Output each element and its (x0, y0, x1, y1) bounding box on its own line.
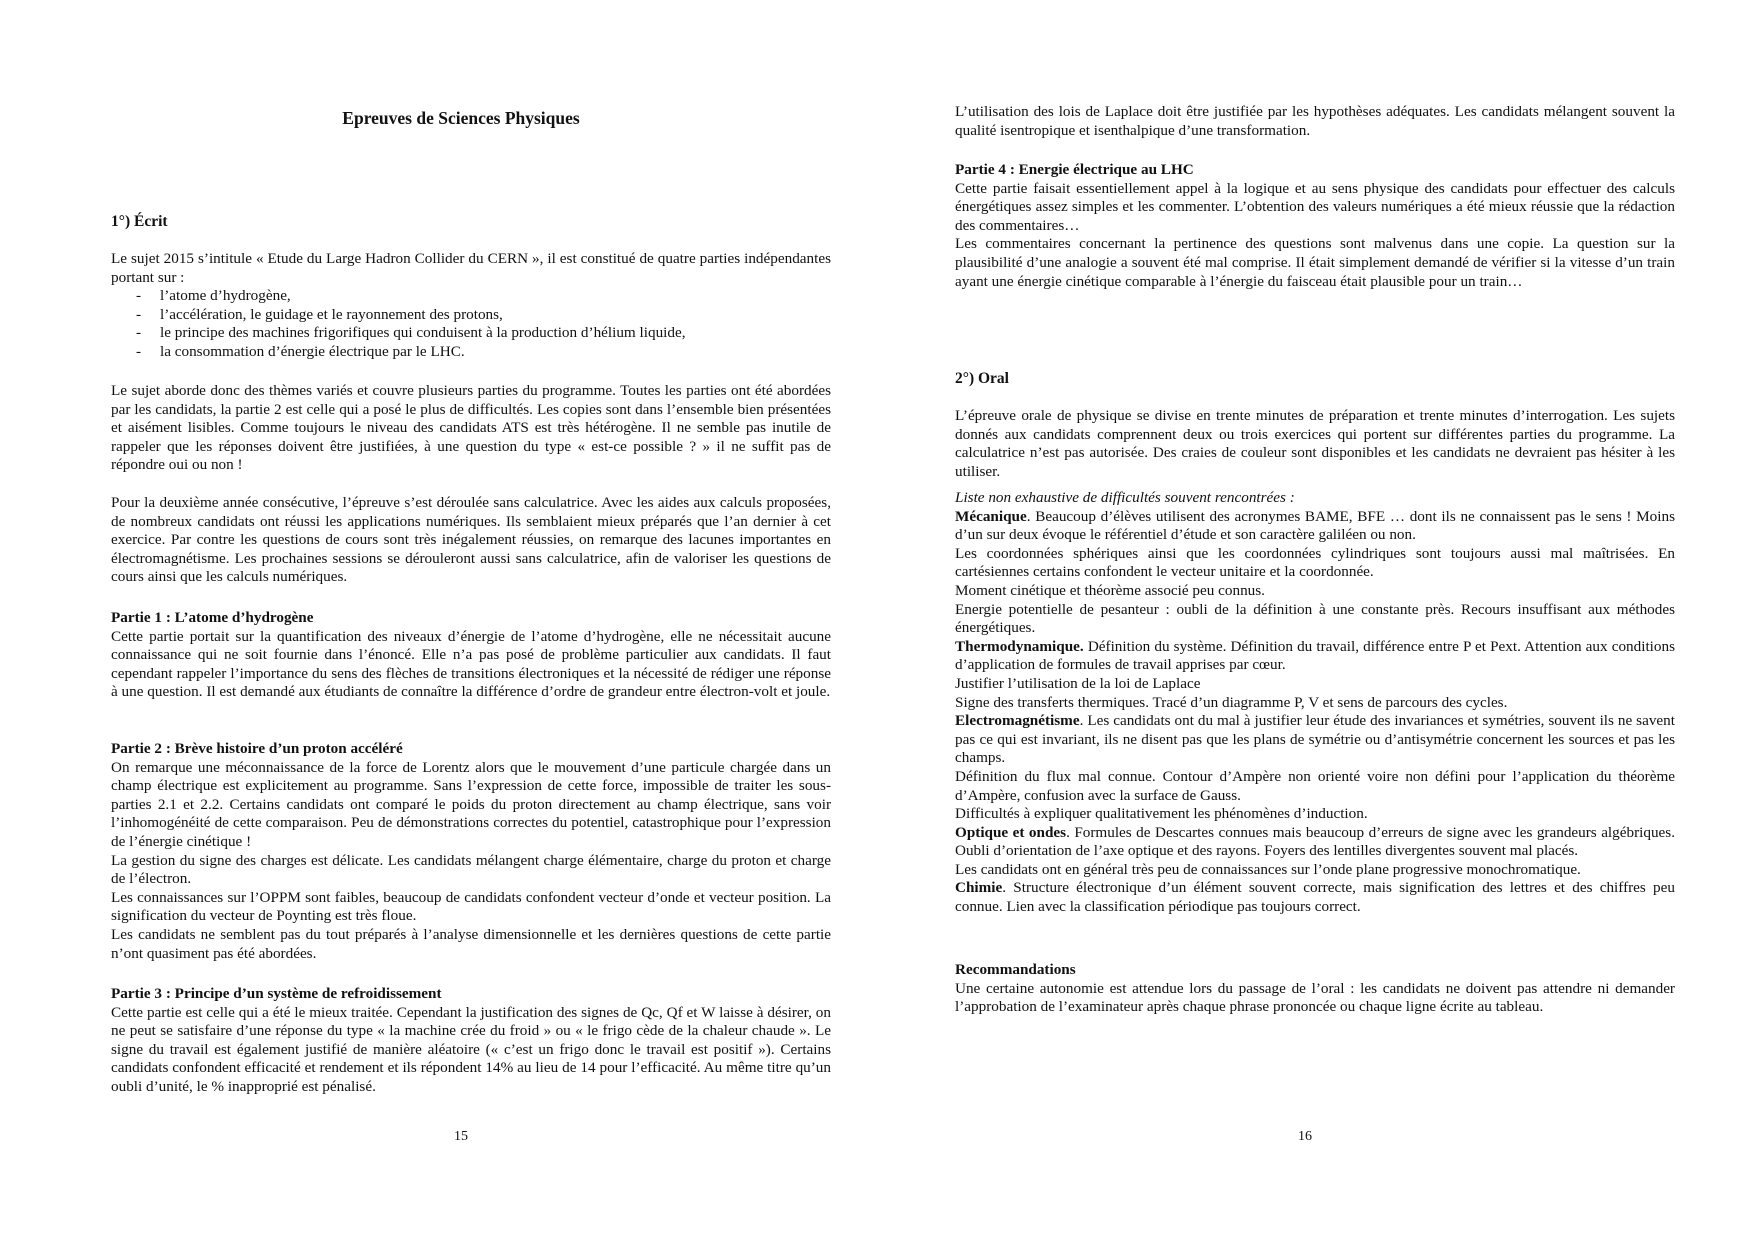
part4-paragraph: Cette partie faisait essentiellement appel à la logique et au sens physique des candidats pour effectuer des calculs énergétiques assez simples et les commenter. L’obtention des valeurs numériques a été mieux réussie que la rédaction des commentaires… (955, 179, 1675, 234)
difficulties-heading: Liste non exhaustive de difficultés souvent rencontrées : (955, 489, 1295, 506)
optique-line: Les candidats ont en général très peu de connaissances sur l’onde plane progressive monochromatique. (955, 860, 1581, 878)
mecanique-line: Moment cinétique et théorème associé peu connus. (955, 581, 1265, 599)
paragraph-laplace (955, 103, 1675, 140)
list-item: - le principe des machines frigorifiques qui conduisent à la production d’hélium liquide, (111, 324, 831, 343)
thermo-line: Justifier l’utilisation de la loi de Laplace (955, 674, 1201, 692)
recommandations-block (955, 961, 1675, 1017)
oral-intro: L’épreuve orale de physique se divise en trente minutes de préparation et trente minutes d’interrogation. Les sujets donnés aux candidats comprennent deux ou trois exercices qui portent sur différentes parties du programme. La calculatrice n’est pas autorisée. Des craies de couleur sont disponibles et les candidats ne devraient pas hésiter à les utiliser. (955, 407, 1675, 480)
part4-block (955, 161, 1675, 291)
paragraph-text: L’utilisation des lois de Laplace doit être justifiée par les hypothèses adéquates. Les candidats mélangent souvent la qualité isentropique et isenthalpique d’une transformation. (955, 103, 1675, 139)
part1-block (111, 609, 831, 702)
page-number: 16 (1298, 1129, 1312, 1144)
optique-text: . Formules de Descartes connues mais beaucoup d’erreurs de signe avec les grandeurs algébriques. Oubli d’orientation de l’axe optique et des rayons. Foyers des lentilles divergentes souvent mal placés. (955, 823, 1675, 860)
part3-title: Partie 3 : Principe d’un système de refroidissement (111, 985, 442, 1002)
part2-paragraph: Les candidats ne semblent pas du tout préparés à l’analyse dimensionnelle et les dernières questions de cette partie n’ont quasiment pas été abordées. (111, 925, 831, 962)
optique-paragraph (955, 824, 1675, 861)
chimie-paragraph (955, 879, 1675, 916)
intro-block (111, 250, 831, 362)
part1-title: Partie 1 : L’atome d’hydrogène (111, 609, 314, 626)
mecanique-text: . Beaucoup d’élèves utilisent des acronymes BAME, BFE … dont ils ne connaissent pas le sens ! Moins d’un sur deux évoque le référentiel d’étude et son caractère galiléen ou non. (955, 507, 1675, 544)
list-item: - la consommation d’énergie électrique par le LHC. (111, 343, 831, 362)
section-title-ecrit: 1°) Écrit (111, 213, 168, 230)
intro-list (111, 287, 831, 361)
part2-title: Partie 2 : Brève histoire d’un proton accéléré (111, 740, 403, 757)
part4-paragraph: Les commentaires concernant la pertinence des questions sont malvenus dans une copie. La question sur la plausibilité d’une analogie a souvent été mal comprise. Il était simplement demandé de vérifier si la vitesse d’un train ayant une énergie cinétique comparable à l’énergie du faisceau était plausible pour un train… (955, 235, 1675, 290)
list-item: - l’atome d’hydrogène, (111, 287, 831, 306)
part1-text: Cette partie portait sur la quantification des niveaux d’énergie de l’atome d’hydrogène, elle ne nécessitait aucune connaissance qui ne soit fournie dans l’énoncé. Elle n’a pas posé de problème particulier aux candidats. Il faut cependant rappeler l’importance du sens des flèches de transitions électroniques et la nécessité de rédiger une réponse à une question. Il est demandé aux étudiants de connaître la différence d’ordre de grandeur entre électron-volt et joule. (111, 627, 831, 701)
recommandations-text: Une certaine autonomie est attendue lors du passage de l’oral : les candidats ne doivent pas attendre ni demander l’approbation de l’examinateur après chaque phrase prononcée ou chaque ligne écrite au tableau. (955, 979, 1675, 1016)
chimie-label: Chimie (955, 879, 1003, 897)
part3-block (111, 985, 831, 1097)
page-number: 15 (454, 1129, 468, 1144)
part2-paragraph: On remarque une méconnaissance de la force de Lorentz alors que le mouvement d’une particule chargée dans un champ électrique est explicitement au programme. Sans l’expression de cette force, impossible de traiter les sous-parties 2.1 et 2.2. Certains candidats ont comparé le poids du proton directement au champ électrique, sans voir l’inhomogénéité de cette comparaison. Peu de démonstrations correctes du potentiel, catastrophique pour l’expression de l’énergie cinétique ! (111, 758, 831, 850)
thermo-label: Thermodynamique. (955, 637, 1084, 655)
section-ecrit (111, 213, 831, 232)
mecanique-line: Les coordonnées sphériques ainsi que les coordonnées cylindriques sont toujours aussi mal maîtrisées. En cartésiennes certains confondent le vecteur unitaire et la coordonnée. (955, 544, 1675, 581)
intro-paragraph: Le sujet 2015 s’intitule « Etude du Large Hadron Collider du CERN », il est constitué de quatre parties indépendantes portant sur : (111, 250, 831, 286)
section-title-oral: 2°) Oral (955, 370, 1009, 387)
part3-text: Cette partie est celle qui a été le mieux traitée. Cependant la justification des signes de Qc, Qf et W laisse à désirer, on ne peut se satisfaire d’une réponse du type « la machine crée du froid » ou « le frigo cède de la chaleur chaude ». Le signe du travail est également justifié de manière aléatoire (« c’est un frigo donc le travail est positif »). Certains candidats confondent efficacité et rendement et ils répondent 14% au lieu de 14 pour l’efficacité. Au même titre qu’un oubli d’unité, le % inapproprié est pénalisé. (111, 1003, 831, 1095)
paragraph-text: Le sujet aborde donc des thèmes variés et couvre plusieurs parties du programme. Toutes les parties ont été abordées par les candidats, la partie 2 est celle qui a posé le plus de difficultés. Les copies sont dans l’ensemble bien présentées et aisément lisibles. Comme toujours le niveau des candidats ATS est très hétérogène. Il ne semble pas inutile de rappeler que les réponses doivent être justifiées, à une question du type « est-ce possible ? » il ne suffit pas de répondre oui ou non ! (111, 382, 831, 474)
mecanique-label: Mécanique (955, 507, 1027, 525)
paragraph-text: Pour la deuxième année consécutive, l’épreuve s’est déroulée sans calculatrice. Avec les aides aux calculs proposées, de nombreux candidats ont réussi les applications numériques. Ils semblaient mieux préparés que l’an dernier à cet exercice. Par contre les questions de cours sont très inégalement réussies, on remarque des lacunes importantes en électromagnétisme. Les prochaines sessions se dérouleront aussi sans calculatrice, afin de valoriser les questions de cours ainsi que les calculs numériques. (111, 494, 831, 586)
thermo-text: Définition du système. Définition du travail, différence entre P et Pext. Attention aux conditions d’application de formules de travail apprises par cœur. (955, 637, 1675, 674)
paragraph-calculatrice (111, 494, 831, 587)
part4-title: Partie 4 : Energie électrique au LHC (955, 161, 1194, 178)
part2-paragraph: Les connaissances sur l’OPPM sont faibles, beaucoup de candidats confondent vecteur d’onde et vecteur position. La signification du vecteur de Poynting est très floue. (111, 888, 831, 925)
optique-label: Optique et ondes (955, 823, 1067, 841)
paragraph-sujet (111, 382, 831, 475)
em-paragraph (955, 712, 1675, 768)
mecanique-paragraph (955, 508, 1675, 545)
part2-block (111, 740, 831, 963)
em-label: Electromagnétisme (955, 712, 1080, 730)
chimie-text: . Structure électronique d’un élément souvent correcte, mais signification des lettres et des chiffres peu connue. Lien avec la classification périodique pas toujours correct. (955, 879, 1675, 916)
oral-intro-block (955, 407, 1675, 481)
thermo-paragraph (955, 638, 1675, 675)
list-item: - l’accélération, le guidage et le rayonnement des protons, (111, 306, 831, 325)
thermo-line: Signe des transferts thermiques. Tracé d’un diagramme P, V et sens de parcours des cycles. (955, 693, 1508, 711)
em-line: Définition du flux mal connue. Contour d’Ampère non orienté voire non défini pour l’application du théorème d’Ampère, confusion avec la surface de Gauss. (955, 767, 1675, 804)
section-oral (955, 370, 1675, 389)
recommandations-title: Recommandations (955, 961, 1076, 978)
page-title: Epreuves de Sciences Physiques (342, 108, 580, 128)
em-line: Difficultés à expliquer qualitativement les phénomènes d’induction. (955, 805, 1368, 823)
mecanique-line: Energie potentielle de pesanteur : oubli de la définition à une constante près. Recours insuffisant aux méthodes énergétiques. (955, 600, 1675, 637)
part2-paragraph: La gestion du signe des charges est délicate. Les candidats mélangent charge élémentaire, charge du proton et charge de l’électron. (111, 851, 831, 888)
difficulties-block (955, 489, 1675, 917)
em-text: . Les candidats ont du mal à justifier leur étude des invariances et symétries, souvent ils ne savent pas ce qui est invariant, ils ne disent pas que les plans de symétrie ou d’antisymétrie concernent les sources et pas les champs. (955, 712, 1675, 767)
